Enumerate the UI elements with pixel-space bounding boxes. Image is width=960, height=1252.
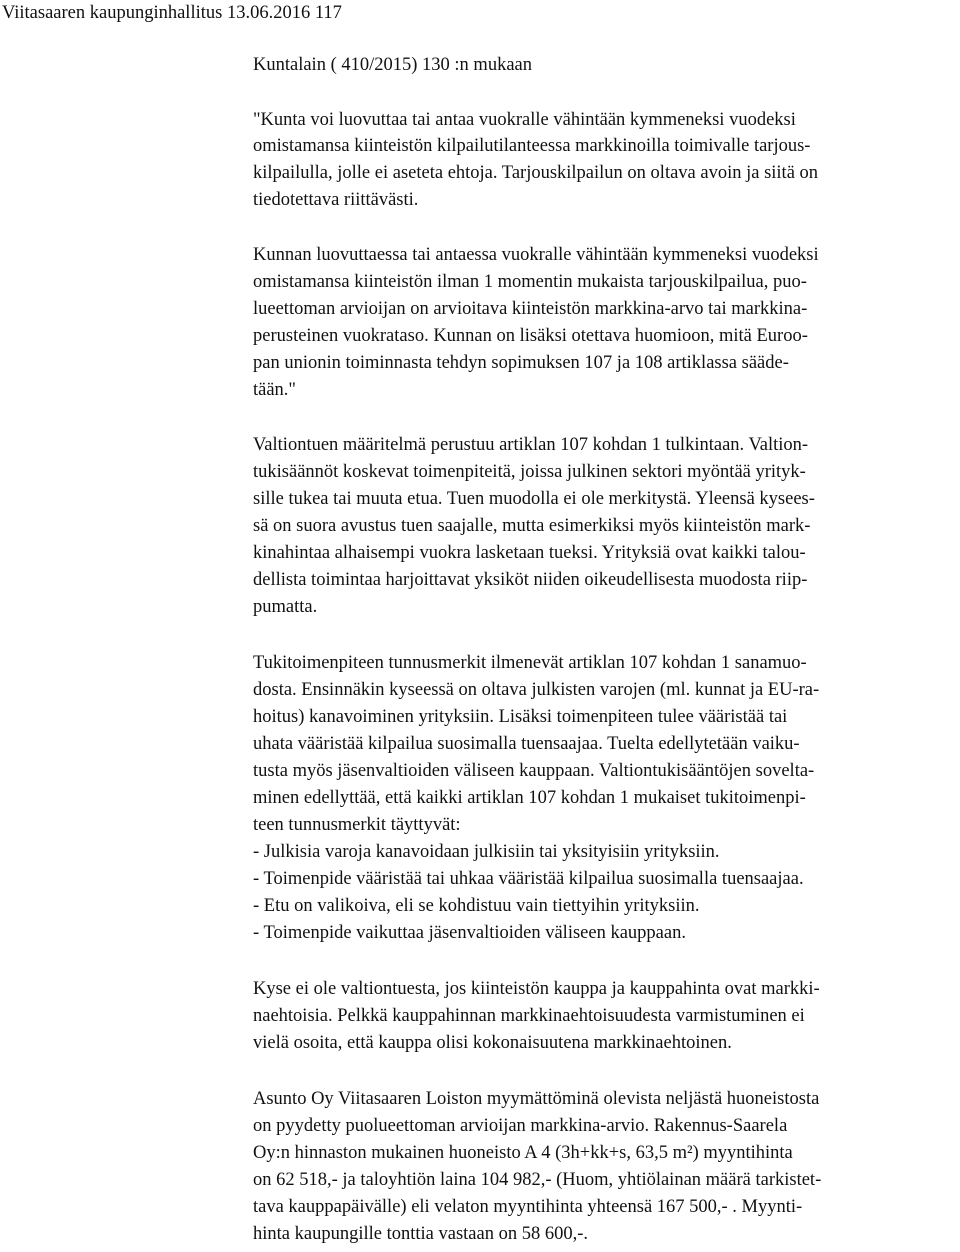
text-line: kinahintaa alhaisempi vuokra lasketaan tueksi. Yrityksiä ovat kaikki talou- [253,543,806,563]
list-item: - Toimenpide vääristää tai uhkaa vääristää kilpailua suosimalla tuensaajaa. [253,869,804,889]
text-line: on 62 518,- ja taloyhtiön laina 104 982,- (Huom, yhtiölainan määrä tarkistet- [253,1170,822,1190]
text-line: pumatta. [253,597,318,617]
text-line: tusta myös jäsenvaltioiden väliseen kauppaan. Valtiontukisääntöjen soveltа- [253,761,815,781]
text-line: tava kauppapäivälle) eli velaton myyntihinta yhteensä 167 500,- . Myynti- [253,1197,803,1217]
text-line: hinta kaupungille tonttia vastaan on 58 600,-. [253,1224,588,1244]
text-line: hoitus) kanavoiminen yrityksiin. Lisäksi toimenpiteen tulee vääristää tai [253,707,788,727]
text-line: naehtoisia. Pelkkä kauppahinnan markkinaehtoisuudesta varmistuminen ei [253,1006,805,1026]
text-line: kilpailulla, jolle ei aseteta ehtoja. Tarjouskilpailun on oltava avoin ja siitä on [253,163,819,183]
text-line: sille tukea tai muuta etua. Tuen muodolla ei ole merkitystä. Yleensä kysees- [253,489,815,509]
document-header: Viitasaaren kaupunginhallitus 13.06.2016 117 [2,3,342,23]
text-line: tiedotettava riittävästi. [253,190,419,210]
text-line: Oy:n hinnaston mukainen huoneisto A 4 (3h+kk+s, 63,5 m²) myyntihinta [253,1143,793,1163]
text-line: uhata vääristää kilpailua suosimalla tuensaajaa. Tuelta edellytetään vaiku- [253,734,800,754]
section-heading: Kuntalain ( 410/2015) 130 :n mukaan [253,55,532,75]
text-line: tukisäännöt koskevat toimenpiteitä, joissa julkinen sektori myöntää yrityk- [253,462,806,482]
text-line: dellista toimintaa harjoittavat yksiköt niiden oikeudellisesta muodosta riip- [253,570,808,590]
text-line: on pyydetty puolueettoman arvioijan markkina-arvio. Rakennus-Saarela [253,1116,788,1136]
text-line: Kunnan luovuttaessa tai antaessa vuokralle vähintään kymmeneksi vuodeksi [253,245,819,265]
text-line: tään." [253,380,296,400]
text-line: vielä osoita, että kauppa olisi kokonaisuutena markkinaehtoinen. [253,1033,732,1053]
text-line: omistamansa kiinteistön ilman 1 momentin mukaista tarjouskilpailua, puo- [253,272,807,292]
list-item: - Toimenpide vaikuttaa jäsenvaltioiden väliseen kauppaan. [253,923,686,943]
list-item: - Julkisia varoja kanavoidaan julkisiin tai yksityisiin yrityksiin. [253,842,720,862]
text-line: lueettoman arvioijan on arvioitava kiinteistön markkina-arvo tai markkina- [253,299,808,319]
text-line: dosta. Ensinnäkin kyseessä on oltava julkisten varojen (ml. kunnat ja EU-ra- [253,680,820,700]
text-line: perusteinen vuokrataso. Kunnan on lisäksi otettava huomioon, mitä Euroo- [253,326,808,346]
text-line: Tukitoimenpiteen tunnusmerkit ilmenevät artiklan 107 kohdan 1 sanamuo- [253,653,807,673]
text-line: minen edellyttää, että kaikki artiklan 107 kohdan 1 mukaiset tukitoimenpi- [253,788,806,808]
text-line: Kyse ei ole valtiontuesta, jos kiinteistön kauppa ja kauppahinta ovat markki- [253,979,820,999]
text-line: teen tunnusmerkit täyttyvät: [253,815,461,835]
text-line: Valtiontuen määritelmä perustuu artiklan 107 kohdan 1 tulkintaan. Valtion- [253,435,809,455]
text-line: pan unionin toiminnasta tehdyn sopimuksen 107 ja 108 artiklassa sääde- [253,353,789,373]
list-item: - Etu on valikoiva, eli se kohdistuu vain tiettyihin yrityksiin. [253,896,700,916]
text-line: Asunto Oy Viitasaaren Loiston myymättöminä olevista neljästä huoneistosta [253,1089,820,1109]
text-line: "Kunta voi luovuttaa tai antaa vuokralle vähintään kymmeneksi vuodeksi [253,110,796,130]
text-line: omistamansa kiinteistön kilpailutilanteessa markkinoilla toimivalle tarjous- [253,136,811,156]
text-line: sä on suora avustus tuen saajalle, mutta esimerkiksi myös kiinteistön mark- [253,516,811,536]
